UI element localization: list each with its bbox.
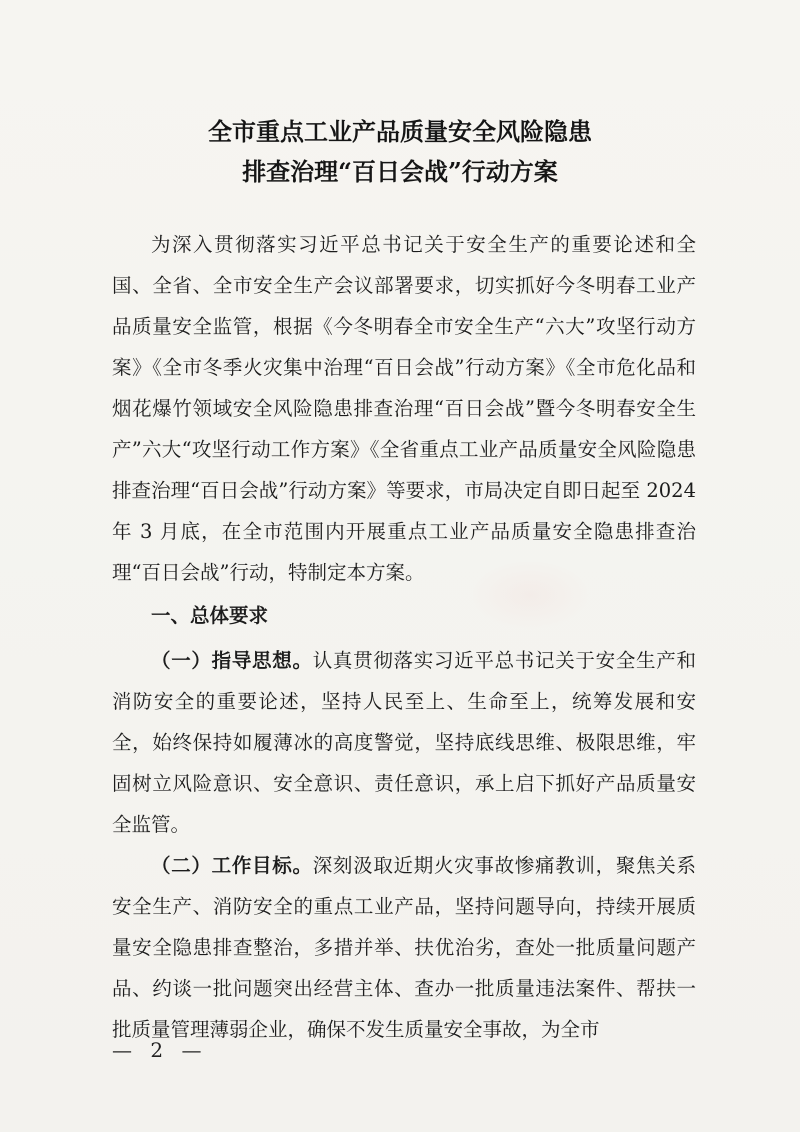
document-title-line-2: 排查治理“百日会战”行动方案 <box>242 157 558 186</box>
guiding-ideology-text: 认真贯彻落实习近平总书记关于安全生产和消防安全的重要论述，坚持人民至上、生命至上，统筹发展和安全，始终保持如履薄冰的高度警觉，坚持底线思维、极限思维，牢固树立风险意识、安全意识、责任意识，承上启下抓好产品质量安全监管。 <box>112 649 696 836</box>
guiding-ideology-paragraph <box>112 640 696 845</box>
guiding-ideology-heading: （一）指导思想。 <box>151 649 313 672</box>
document-body <box>112 224 696 1050</box>
work-goals-heading: （二）工作目标。 <box>151 854 313 877</box>
work-goals-paragraph <box>112 845 696 1050</box>
section-heading-general-requirements: 一、总体要求 <box>151 604 269 627</box>
work-goals-text: 深刻汲取近期火灾事故惨痛教训，聚焦关系安全生产、消防安全的重点工业产品，坚持问题导向，持续开展质量安全隐患排查整治，多措并举、扶优治劣，查处一批质量问题产品、约谈一批问题突出经营主体、查办一批质量违法案件、帮扶一批质量管理薄弱企业，确保不发生质量安全事故，为全市 <box>112 854 696 1041</box>
intro-paragraph: 为深入贯彻落实习近平总书记关于安全生产的重要论述和全国、全省、全市安全生产会议部署要求，切实抓好今冬明春工业产品质量安全监管，根据《今冬明春全市安全生产“六大”攻坚行动方案》《全市冬季火灾集中治理“百日会战”行动方案》《全市危化品和烟花爆竹领域安全风险隐患排查治理“百日会战”暨今冬明春安全生产”六大“攻坚行动工作方案》《全省重点工业产品质量安全风险隐患排查治理“百日会战”行动方案》等要求，市局决定自即日起至 2024 年 3 月底，在全市范围内开展重点工业产品质量安全隐患排查治理“百日会战”行动，特制定本方案。 <box>112 233 696 584</box>
document-title-line-1: 全市重点工业产品质量安全风险隐患 <box>208 117 592 146</box>
page-number: — 2 — <box>112 1038 208 1062</box>
